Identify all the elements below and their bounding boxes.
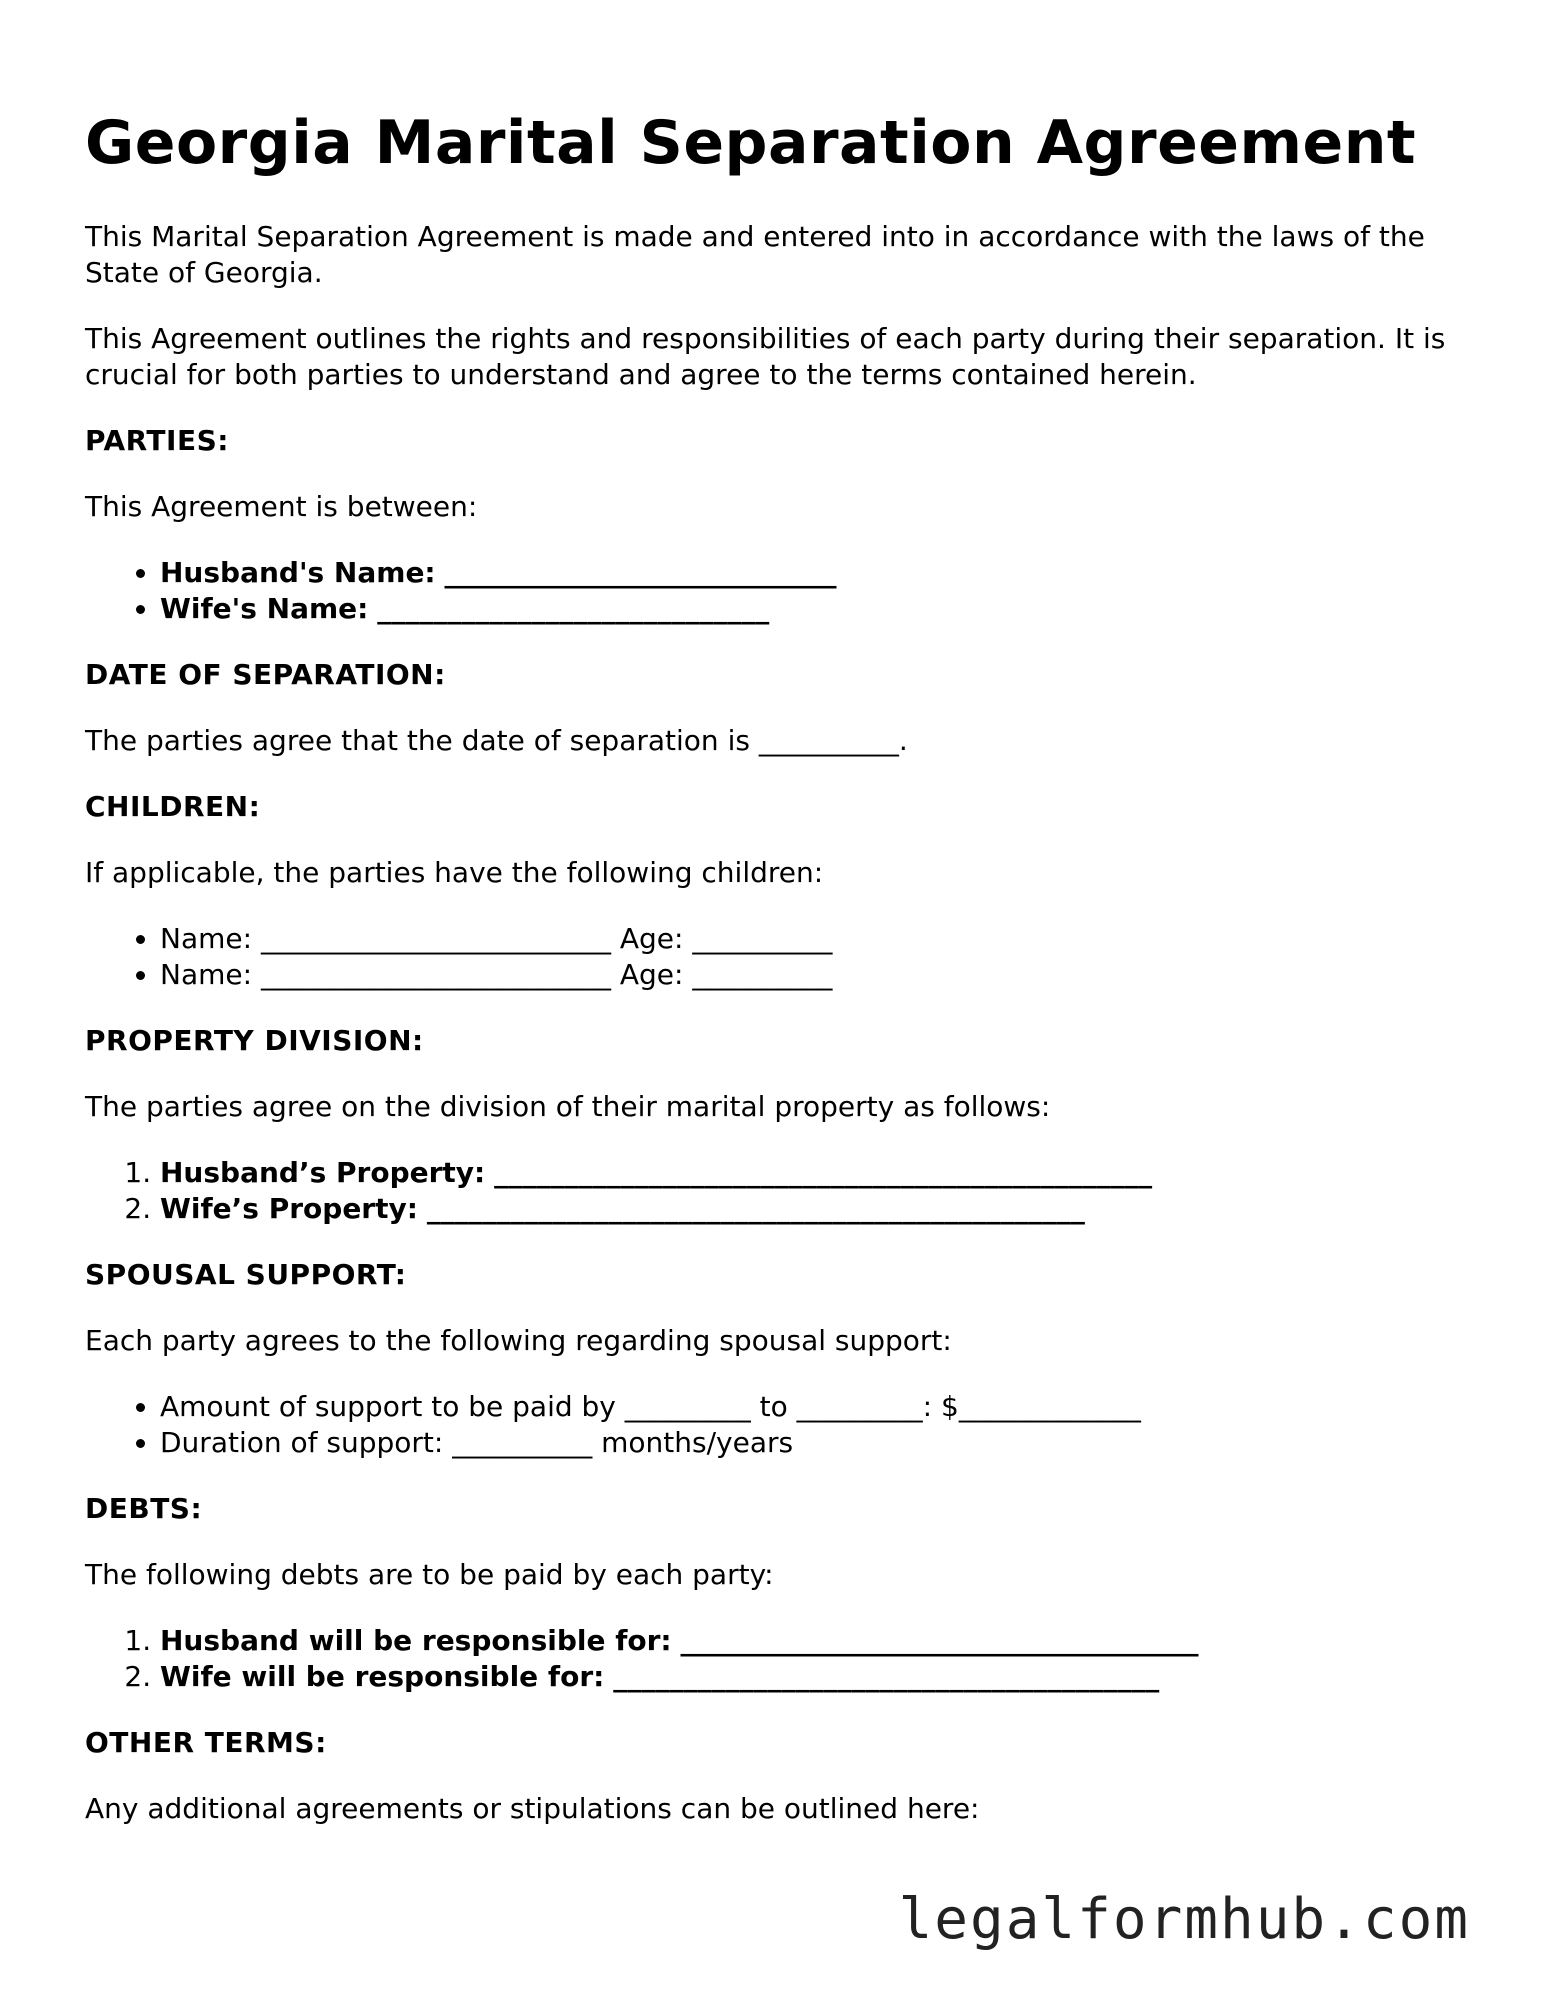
husband-name-blank: ____________________________ [444,556,837,589]
other-terms-heading: OTHER TERMS: [85,1726,327,1759]
watermark: legalformhub.com [898,1887,1470,1952]
list-item: • Name: _________________________ Age: __________ [160,921,1465,957]
wife-property-label: Wife’s Property: [160,1192,418,1225]
list-item: • Name: _________________________ Age: __________ [160,957,1465,993]
list-item: • Amount of support to be paid by _________ to _________: $_____________ [160,1389,1465,1425]
husband-property-blank: _______________________________________________ [494,1156,1153,1189]
list-item [160,1659,1465,1695]
parties-text: This Agreement is between: [85,490,478,523]
wife-debts-label: Wife will be responsible for: [160,1660,605,1693]
children-text: If applicable, the parties have the following children: [85,856,824,889]
parties-heading: PARTIES: [85,424,229,457]
husband-debts-blank: _____________________________________ [680,1624,1199,1657]
wife-property-blank: _______________________________________________ [426,1192,1085,1225]
wife-name-blank: ____________________________ [377,592,770,625]
list-item: • Duration of support: __________ months/years [160,1425,1465,1461]
separation-text: The parties agree that the date of separation is __________. [85,724,908,757]
debts-heading: DEBTS: [85,1492,203,1525]
list-item [160,1191,1465,1227]
parties-list [85,555,1465,627]
children-list [85,921,1465,993]
intro-paragraph-2: This Agreement outlines the rights and responsibilities of each party during their separation. It is crucial for both parties to understand and agree to the terms contained herein. [85,322,1446,391]
support-heading: SPOUSAL SUPPORT: [85,1258,407,1291]
husband-property-label: Husband’s Property: [160,1156,486,1189]
children-heading: CHILDREN: [85,790,261,823]
husband-name-label: Husband's Name: [160,556,436,589]
separation-heading: DATE OF SEPARATION: [85,658,446,691]
list-item [160,555,1465,591]
husband-debts-label: Husband will be responsible for: [160,1624,672,1657]
property-list [85,1155,1465,1227]
support-text: Each party agrees to the following regarding spousal support: [85,1324,952,1357]
support-list [85,1389,1465,1461]
debts-text: The following debts are to be paid by each party: [85,1558,774,1591]
property-text: The parties agree on the division of their marital property as follows: [85,1090,1051,1123]
page-title: Georgia Marital Separation Agreement [85,108,1417,178]
wife-name-label: Wife's Name: [160,592,369,625]
other-terms-text: Any additional agreements or stipulations can be outlined here: [85,1792,980,1825]
list-item [160,1623,1465,1659]
debts-list [85,1623,1465,1695]
property-heading: PROPERTY DIVISION: [85,1024,424,1057]
list-item [160,591,1465,627]
intro-paragraph-1: This Marital Separation Agreement is made and entered into in accordance with the laws of the State of Georgia. [85,220,1425,289]
list-item [160,1155,1465,1191]
document-page [85,95,1465,1857]
wife-debts-blank: _______________________________________ [613,1660,1160,1693]
